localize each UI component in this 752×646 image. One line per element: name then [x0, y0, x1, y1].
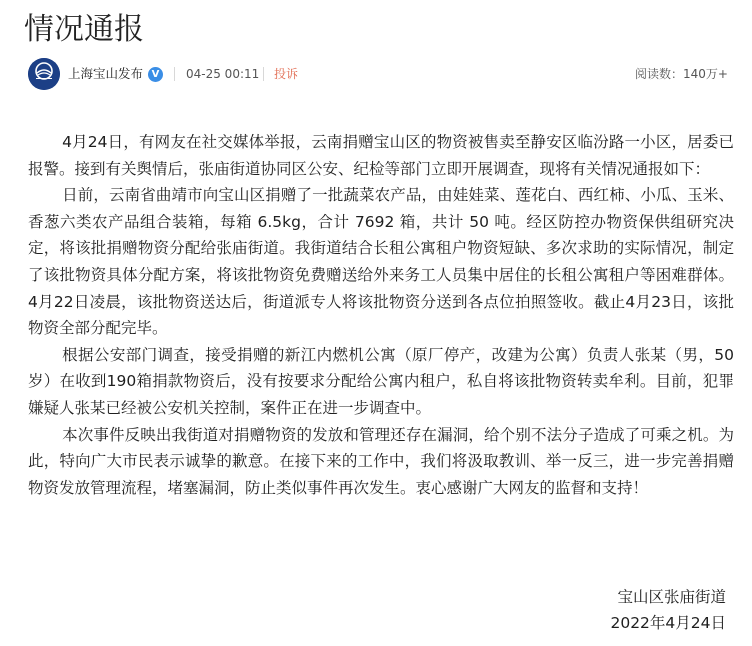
page-title: 情况通报 — [24, 12, 144, 47]
signature-date: 2022年4月24日 — [610, 614, 726, 632]
divider — [263, 67, 264, 81]
avatar[interactable] — [28, 58, 60, 90]
verified-icon: V — [148, 67, 163, 82]
author-meta-row — [0, 58, 752, 90]
paragraph: 日前，云南省曲靖市向宝山区捐赠了一批蔬菜农产品，由娃娃菜、莲花白、西红柿、小瓜、玉米、香葱六类农产品组合装箱，每箱 6.5kg，合计 7692 箱，共计 50 吨。经区防控办物资保供组研究决定，将该批捐赠物资分配给张庙街道。我街道结合长租公寓租户物资短缺、多次求助的实际情况，制定了该批物资具体分配方案，将该批物资免费赠送给外来务工人员集中居住的长租公寓租户等困难群体。4月22日凌晨，该批物资送达后，街道派专人将该批物资分送到各点位拍照签收。截止4月23日，该批物资全部分配完毕。 — [28, 186, 734, 338]
article-body — [28, 129, 734, 501]
account-name[interactable]: 上海宝山发布 — [68, 66, 144, 81]
report-link[interactable]: 投诉 — [274, 67, 299, 81]
paragraph: 根据公安部门调查，接受捐赠的新江内燃机公寓（原厂停产，改建为公寓）负责人张某（男，50岁）在收到190箱捐款物资后，没有按要求分配给公寓内租户，私自将该批物资转卖牟利。目前，犯罪嫌疑人张某已经被公安机关控制，案件正在进一步调查中。 — [28, 345, 734, 417]
paragraph: 4月24日，有网友在社交媒体举报，云南捐赠宝山区的物资被售卖至静安区临汾路一小区，居委已报警。接到有关舆情后，张庙街道协同区公安、纪检等部门立即开展调查，现将有关情况通报如下： — [28, 133, 734, 178]
read-count: 阅读数：140万+ — [635, 67, 728, 81]
paragraph: 本次事件反映出我街道对捐赠物资的发放和管理还存在漏洞，给个别不法分子造成了可乘之机。为此，特向广大市民表示诚挚的歉意。在接下来的工作中，我们将汲取教训、举一反三，进一步完善捐赠物资发放管理流程，堵塞漏洞，防止类似事件再次发生。衷心感谢广大网友的监督和支持！ — [28, 425, 734, 497]
signature: 宝山区张庙街道 — [617, 588, 726, 606]
baoshan-logo-icon — [28, 58, 60, 90]
post-time: 04-25 00:11 — [186, 67, 260, 81]
divider — [174, 67, 175, 81]
